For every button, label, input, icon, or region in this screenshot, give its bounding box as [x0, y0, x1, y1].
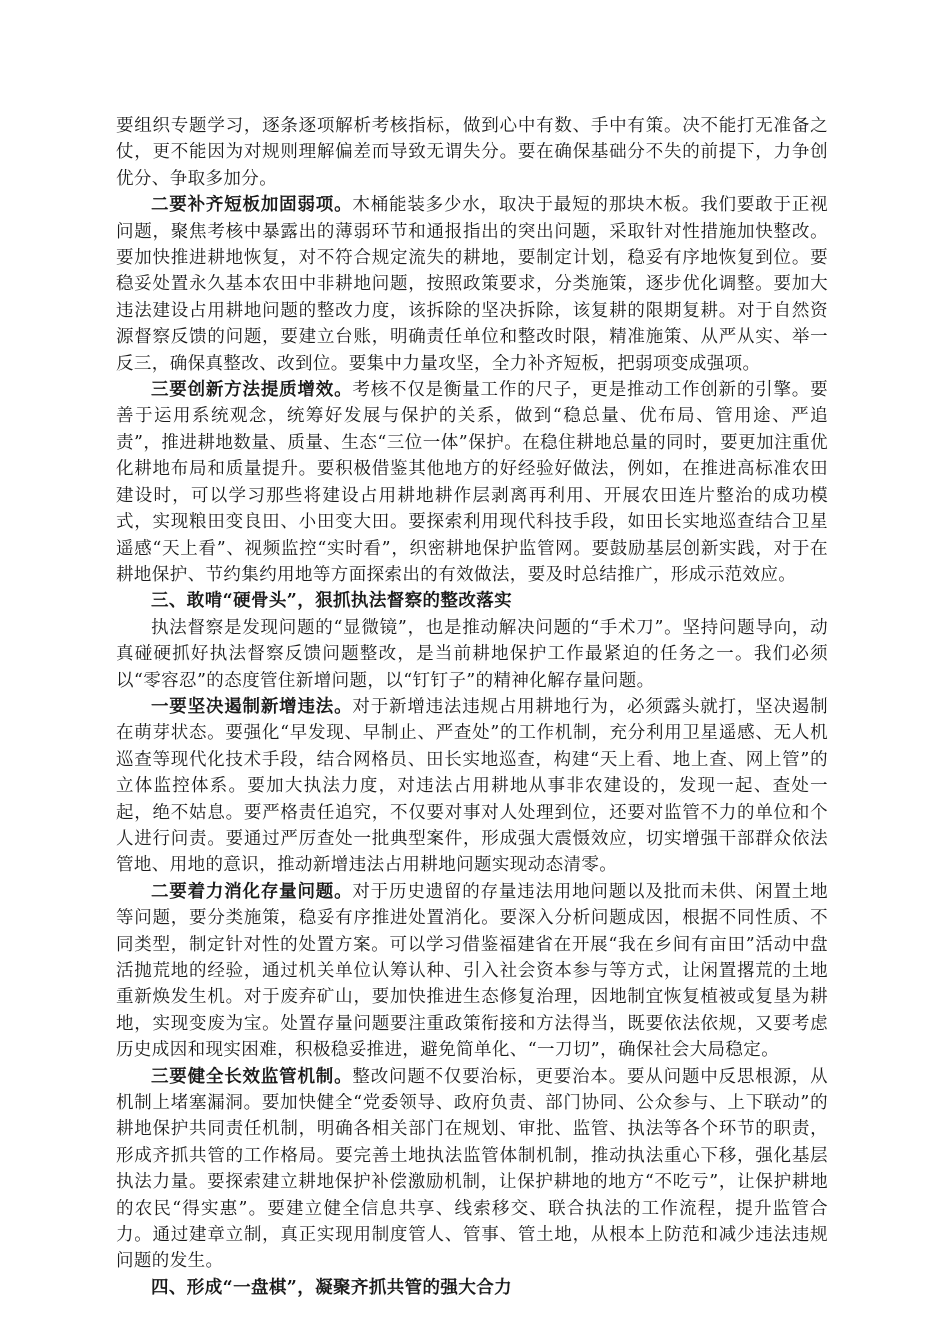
paragraph-3-text: 考核不仅是衡量工作的尺子，更是推动工作创新的引擎。要善于运用系统观念，统筹好发展与保护的关系，做到“稳总量、优布局、管用途、严追责”，推进耕地数量、质量、生态“三位一体”保护。在稳住耕地总量的同时，要更加注重优化耕地布局和质量提升。要积极借鉴其他地方的好经验好做法，例如，在推进高标准农田建设时，可以学习那些将建设占用耕地耕作层剥离再利用、开展农田连片整治的成功模式，实现粮田变良田、小田变大田。要探索利用现代科技手段，如田长实地巡查结合卫星遥感“天上看”、视频监控“实时看”，织密耕地保护监管网。要鼓励基层创新实践，对于在耕地保护、节约集约用地等方面探索出的有效做法，要及时总结推广，形成示范效应。	[116, 380, 828, 585]
section-heading-3: 三、敢啃“硬骨头”，狠抓执法督察的整改落实	[151, 591, 513, 612]
paragraph-7-text: 整改问题不仅要治标，更要治本。要从问题中反思根源，从机制上堵塞漏洞。要加快健全“党委领导、政府负责、部门协同、公众参与、上下联动”的耕地保护共同责任机制，明确各相关部门在规划、审批、监管、执法等各个环节的职责，形成齐抓共管的工作格局。要完善土地执法监管体制机制，推动执法重心下移，强化基层执法力量。要探索建立耕地保护补偿激励机制，让保护耕地的地方“不吃亏”，让保护耕地的农民“得实惠”。要建立健全信息共享、线索移交、联合执法的工作流程，提升监管合力。通过建章立制，真正实现用制度管人、管事、管土地，从根本上防范和减少违法违规问题的发生。	[116, 1066, 828, 1272]
paragraph-1	[116, 113, 828, 192]
paragraph-6	[116, 879, 828, 1064]
paragraph-3	[116, 377, 828, 588]
document-page	[116, 113, 828, 1301]
paragraph-6-lead: 二要着力消化存量问题。	[151, 881, 353, 902]
paragraph-6-text: 对于历史遗留的存量违法用地问题以及批而未供、闲置土地等问题，要分类施策，稳妥有序推进处置消化。要深入分析问题成因，根据不同性质、不同类型，制定针对性的处置方案。可以学习借鉴福建省在开展“我在乡间有亩田”活动中盘活抛荒地的经验，通过机关单位认筹认种、引入社会资本参与等方式，让闲置撂荒的土地重新焕发生机。对于废弃矿山，要加快推进生态修复治理，因地制宜恢复植被或复垦为耕地，实现变废为宝。处置存量问题要注重政策衔接和方法得当，既要依法依规，又要考虑历史成因和现实困难，积极稳妥推进，避免简单化、“一刀切”，确保社会大局稳定。	[116, 881, 828, 1061]
paragraph-1-text: 要组织专题学习，逐条逐项解析考核指标，做到心中有数、手中有策。决不能打无准备之仗，更不能因为对规则理解偏差而导致无谓失分。要在确保基础分不失的前提下，力争创优分、争取多加分。	[116, 116, 828, 189]
paragraph-2	[116, 192, 828, 377]
paragraph-7	[116, 1064, 828, 1275]
paragraph-7-lead: 三要健全长效监管机制。	[151, 1066, 353, 1087]
paragraph-2-lead: 二要补齐短板加固弱项。	[151, 195, 353, 216]
paragraph-4-text: 执法督察是发现问题的“显微镜”，也是推动解决问题的“手术刀”。坚持问题导向，动真碰硬抓好执法督察反馈问题整改，是当前耕地保护工作最紧迫的任务之一。我们必须以“零容忍”的态度管住新增问题，以“钉钉子”的精神化解存量问题。	[116, 617, 828, 691]
section-heading-4: 四、形成“一盘棋”，凝聚齐抓共管的强大合力	[151, 1277, 513, 1298]
paragraph-5	[116, 694, 828, 879]
paragraph-5-lead: 一要坚决遏制新增违法。	[151, 696, 353, 717]
paragraph-4	[116, 615, 828, 694]
paragraph-3-lead: 三要创新方法提质增效。	[151, 380, 353, 401]
paragraph-5-text: 对于新增违法违规占用耕地行为，必须露头就打，坚决遏制在萌芽状态。要强化“早发现、早制止、严查处”的工作机制，充分利用卫星遥感、无人机巡查等现代化技术手段，结合网格员、田长实地巡查，构建“天上看、地上查、网上管”的立体监控体系。要加大执法力度，对违法占用耕地从事非农建设的，发现一起、查处一起，绝不姑息。要严格责任追究，不仅要对事对人处理到位，还要对监管不力的单位和个人进行问责。要通过严厉查处一批典型案件，形成强大震慑效应，切实增强干部群众依法管地、用地的意识，推动新增违法占用耕地问题实现动态清零。	[116, 696, 828, 876]
paragraph-2-text: 木桶能装多少水，取决于最短的那块木板。我们要敢于正视问题，聚焦考核中暴露出的薄弱环节和通报指出的突出问题，采取针对性措施加快整改。要加快推进耕地恢复，对不符合规定流失的耕地，要制定计划，稳妥有序地恢复到位。要稳妥处置永久基本农田中非耕地问题，按照政策要求，分类施策，逐步优化调整。要加大违法建设占用耕地问题的整改力度，该拆除的坚决拆除，该复耕的限期复耕。对于自然资源督察反馈的问题，要建立台账，明确责任单位和整改时限，精准施策、从严从实、举一反三，确保真整改、改到位。要集中力量攻坚，全力补齐短板，把弱项变成强项。	[116, 195, 828, 374]
